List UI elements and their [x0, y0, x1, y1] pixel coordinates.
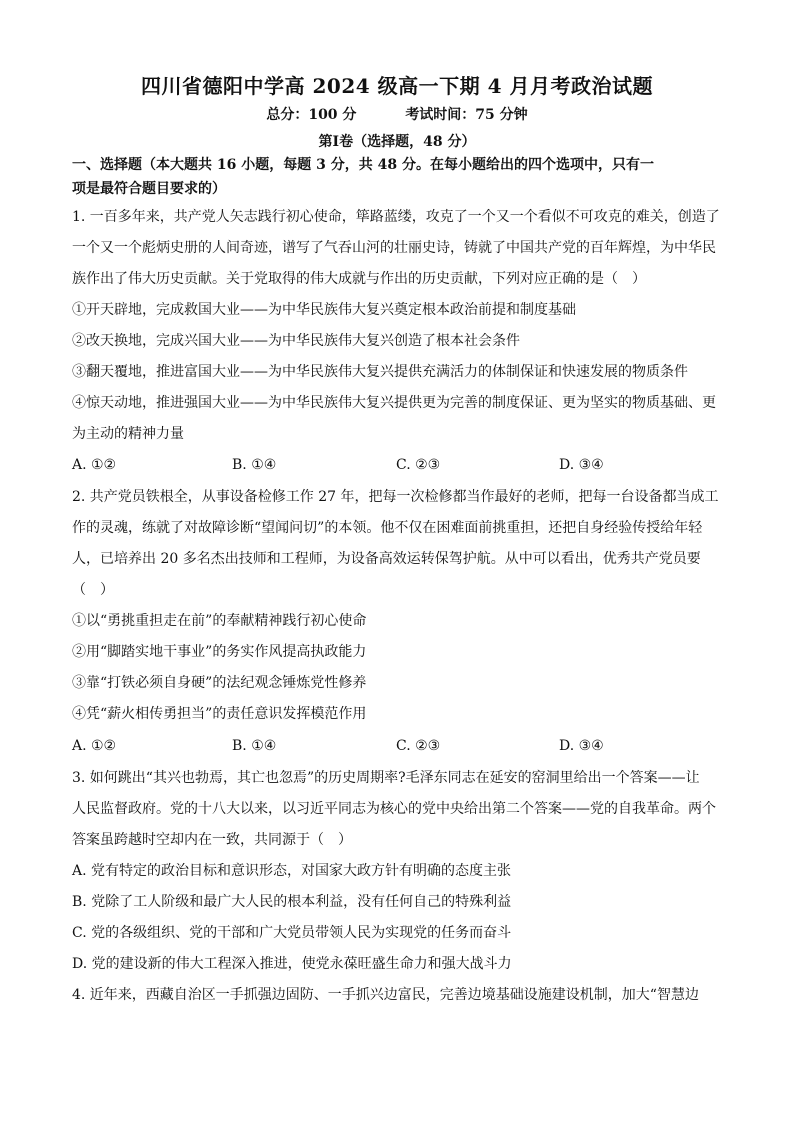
question-4-stem-line: 4. 近年来，西藏自治区一手抓强边固防、一手抓兴边富民，完善边境基础设施建设机制，加大“智慧边: [72, 987, 699, 1003]
option-a: A. ①②: [72, 457, 117, 473]
question-1-item: ①开天辟地，完成救国大业——为中华民族伟大复兴奠定根本政治前提和制度基础: [72, 302, 576, 318]
question-2-stem-line: 2. 共产党员铁根全，从事设备检修工作 27 年，把每一次检修都当作最好的老师，把每一台设备都当成工: [72, 489, 719, 505]
section-instructions-line1: 一、选择题（本大题共 16 小题，每题 3 分，共 48 分。在每小题给出的四个选项中，只有一: [72, 157, 654, 173]
question-1-stem-line: 一个又一个彪炳史册的人间奇迹，谱写了气吞山河的壮丽史诗，铸就了中国共产党的百年辉煌，为中华民: [72, 240, 716, 256]
question-2-stem-line: （ ）: [72, 582, 114, 598]
exam-meta: [0, 104, 794, 124]
section-instructions-line2: 项是最符合题目要求的）: [72, 181, 226, 197]
question-2-item: ④凭“薪火相传勇担当”的责任意识发挥模范作用: [72, 706, 367, 722]
question-3-choice-d: D. 党的建设新的伟大工程深入推进，使党永葆旺盛生命力和强大战斗力: [72, 956, 512, 972]
page-title: 四川省德阳中学高 2024 级高一下期 4 月月考政治试题: [141, 74, 653, 98]
option-a: A. ①②: [72, 738, 117, 754]
question-1-item: 为主动的精神力量: [72, 426, 184, 442]
option-d: D. ③④: [559, 457, 604, 473]
question-1-item: ④惊天动地，推进强国大业——为中华民族伟大复兴提供更为完善的制度保证、更为坚实的物质基础、更: [72, 395, 716, 411]
option-b: B. ①④: [232, 738, 277, 754]
question-1-item: ②改天换地，完成兴国大业——为中华民族伟大复兴创造了根本社会条件: [72, 333, 520, 349]
question-3-stem-line: 3. 如何跳出“其兴也勃焉，其亡也忽焉”的历史周期率?毛泽东同志在延安的窑洞里给出一个答案——让: [72, 770, 700, 786]
question-2-item: ②用“脚踏实地干事业”的务实作风提高执政能力: [72, 644, 367, 660]
exam-time: 考试时间：75 分钟: [405, 107, 528, 123]
question-2-stem-line: 人，已培养出 20 多名杰出技师和工程师，为设备高效运转保驾护航。从中可以看出，优秀共产党员要: [72, 551, 701, 567]
question-3-choice-a: A. 党有特定的政治目标和意识形态，对国家大政方针有明确的态度主张: [72, 863, 512, 879]
question-1-item: ③翻天覆地，推进富国大业——为中华民族伟大复兴提供充满活力的体制保证和快速发展的物质条件: [72, 364, 688, 380]
question-2-item: ①以“勇挑重担走在前”的奉献精神践行初心使命: [72, 613, 367, 629]
question-3-stem-line: 人民监督政府。党的十八大以来，以习近平同志为核心的党中央给出第二个答案——党的自我革命。两个: [72, 801, 716, 817]
option-c: C. ②③: [396, 457, 441, 473]
question-3-choice-b: B. 党除了工人阶级和最广大人民的根本利益，没有任何自己的特殊利益: [72, 894, 512, 910]
total-score: 总分：100 分: [266, 107, 357, 123]
question-3-stem-line: 答案虽跨越时空却内在一致，共同源于（ ）: [72, 832, 352, 848]
option-b: B. ①④: [232, 457, 277, 473]
option-c: C. ②③: [396, 738, 441, 754]
question-1-stem-line: 1. 一百多年来，共产党人矢志践行初心使命，筚路蓝缕，攻克了一个又一个看似不可攻克的难关，创造了: [72, 209, 720, 225]
question-2-item: ③靠“打铁必须自身硬”的法纪观念锤炼党性修养: [72, 675, 367, 691]
question-3-choice-c: C. 党的各级组织、党的干部和广大党员带领人民为实现党的任务而奋斗: [72, 925, 512, 941]
option-d: D. ③④: [559, 738, 604, 754]
question-1-stem-line: 族作出了伟大历史贡献。关于党取得的伟大成就与作出的历史贡献，下列对应正确的是（ ）: [72, 271, 646, 287]
volume-heading: 第Ⅰ卷（选择题，48 分）: [318, 134, 476, 150]
question-2-stem-line: 作的灵魂，练就了对故障诊断“望闻问切”的本领。他不仅在困难面前挑重担，还把自身经验传授给年轻: [72, 520, 703, 536]
